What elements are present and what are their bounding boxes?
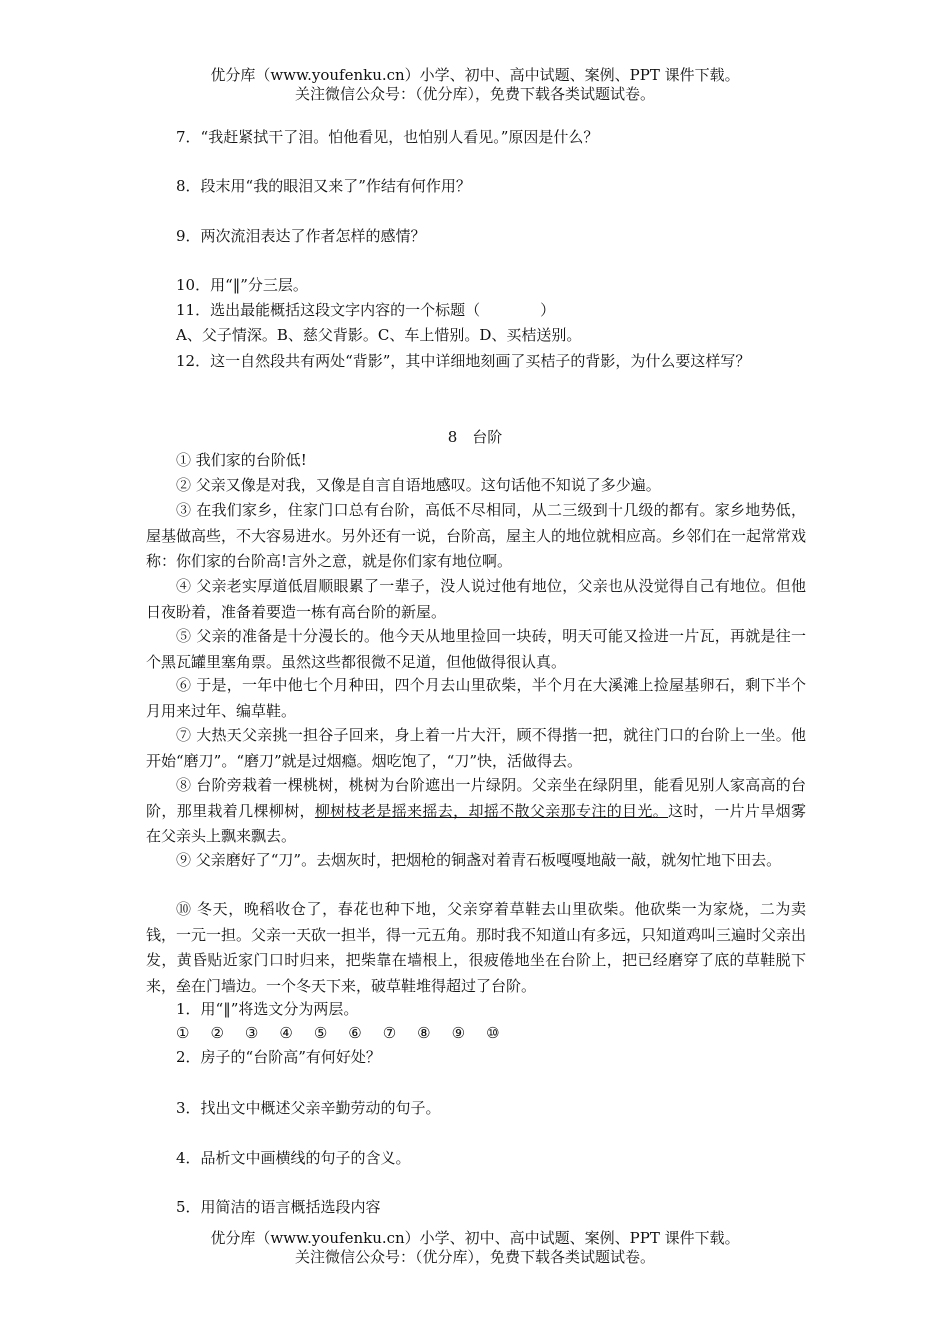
paragraph-10: ⑩ 冬天，晚稻收仓了，春花也种下地，父亲穿着草鞋去山里砍柴。他砍柴一为家烧，二为卖钱，一元一担。父亲一天砍一担半，得一元五角。那时我不知道山有多远，只知道鸡叫三遍时父亲出发，黄昏贴近家门口时归来，把柴靠在墙根上，很疲倦地坐在台阶上，把已经磨穿了底的草鞋脱下来，垒在门墙边。一个冬天下来，破草鞋堆得超过了台阶。 bbox=[146, 900, 807, 995]
question-11: 11．选出最能概括这段文字内容的一个标题（ ） bbox=[176, 301, 556, 319]
paragraph-2: ② 父亲又像是对我，又像是自言自语地感叹。这句话他不知说了多少遍。 bbox=[176, 476, 661, 494]
question-10: 10．用“‖”分三层。 bbox=[176, 276, 308, 294]
mark-3: ③ bbox=[244, 1024, 259, 1042]
mark-2: ② bbox=[210, 1024, 224, 1042]
question-b-5: 5．用简洁的语言概括选段内容 bbox=[176, 1198, 381, 1216]
header-line-2: 关注微信公众号：（优分库），免费下载各类试题试卷。 bbox=[294, 85, 655, 103]
paragraph-8-text-b: 这时，一片片旱烟雾在父亲头上飘来飘去。 bbox=[146, 801, 806, 845]
mark-4: ④ bbox=[279, 1024, 293, 1042]
article-title: 8 台阶 bbox=[447, 428, 503, 446]
mark-9: ⑨ bbox=[451, 1024, 466, 1042]
question-b-2: 2．房子的“台阶高”有何好处？ bbox=[176, 1048, 381, 1066]
question-12: 12．这一自然段共有两处“背影”，其中详细地刻画了买桔子的背影，为什么要这样写？ bbox=[176, 352, 751, 370]
footer-line-2: 关注微信公众号：（优分库），免费下载各类试题试卷。 bbox=[294, 1248, 655, 1266]
mark-1: ① bbox=[176, 1024, 190, 1042]
mark-8: ⑧ bbox=[417, 1024, 431, 1042]
paragraph-4: ④ 父亲老实厚道低眉顺眼累了一辈子，没人说过他有地位，父亲也从没觉得自己有地位。但他日夜盼着，准备着要造一栋有高台阶的新屋。 bbox=[146, 577, 806, 621]
question-9: 9．两次流泪表达了作者怎样的感情？ bbox=[176, 227, 426, 245]
mark-7: ⑦ bbox=[382, 1024, 397, 1042]
footer-line-1: 优分库（www.youfenku.cn）小学、初中、高中试题、案例、PPT 课件下载。 bbox=[210, 1229, 740, 1247]
question-8: 8．段末用“我的眼泪又来了”作结有何作用？ bbox=[176, 177, 471, 195]
paragraph-3: ③ 在我们家乡，住家门口总有台阶，高低不尽相同，从二三级到十几级的都有。家乡地势低，屋基做高些，不大容易进水。另外还有一说，台阶高，屋主人的地位就相应高。乡邻们在一起常常戏称：你们家的台阶高!言外之意，就是你们家有地位啊。 bbox=[146, 501, 807, 570]
paragraph-8-text-a: ⑧ 台阶旁栽着一棵桃树，桃树为台阶遮出一片绿阴。父亲坐在绿阴里，能看见别人家高高的台阶，那里栽着几棵柳树， bbox=[146, 776, 806, 820]
header-line-1: 优分库（www.youfenku.cn）小学、初中、高中试题、案例、PPT 课件下载。 bbox=[210, 66, 740, 84]
question-b-1: 1．用“‖”将选文分为两层。 bbox=[176, 1000, 359, 1018]
paragraph-7: ⑦ 大热天父亲挑一担谷子回来，身上着一片大汗，顾不得揩一把，就往门口的台阶上一坐。他开始“磨刀”。“磨刀”就是过烟瘾。烟吃饱了，“刀”快，活做得去。 bbox=[146, 726, 806, 770]
paragraph-9: ⑨ 父亲磨好了“刀”。去烟灰时，把烟枪的铜盏对着青石板嘎嘎地敲一敲，就匆忙地下田去。 bbox=[176, 851, 782, 869]
mark-5: ⑤ bbox=[313, 1024, 328, 1042]
mark-10: ⑩ bbox=[486, 1024, 500, 1042]
underlined-sentence: 柳树枝老是摇来摇去，却摇不散父亲那专注的目光。 bbox=[314, 801, 669, 820]
question-b-4: 4．品析文中画横线的句子的含义。 bbox=[176, 1149, 411, 1167]
question-b-3: 3．找出文中概述父亲辛勤劳动的句子。 bbox=[176, 1099, 441, 1117]
paragraph-marks bbox=[176, 1023, 836, 1043]
mark-6: ⑥ bbox=[348, 1024, 362, 1042]
paragraph-6: ⑥ 于是，一年中他七个月种田，四个月去山里砍柴，半个月在大溪滩上捡屋基卵石，剩下半个月用来过年、编草鞋。 bbox=[146, 676, 806, 720]
paragraph-8 bbox=[146, 773, 806, 850]
question-11-options: A、父子情深。B、慈父背影。C、车上惜别。D、买桔送别。 bbox=[176, 326, 582, 344]
paragraph-1: ① 我们家的台阶低! bbox=[176, 451, 307, 469]
paragraph-5: ⑤ 父亲的准备是十分漫长的。他今天从地里捡回一块砖，明天可能又捡进一片瓦，再就是往一个黑瓦罐里塞角票。虽然这些都很微不足道，但他做得很认真。 bbox=[146, 627, 806, 671]
question-7: 7．“我赶紧拭干了泪。怕他看见，也怕别人看见。”原因是什么？ bbox=[176, 128, 599, 146]
